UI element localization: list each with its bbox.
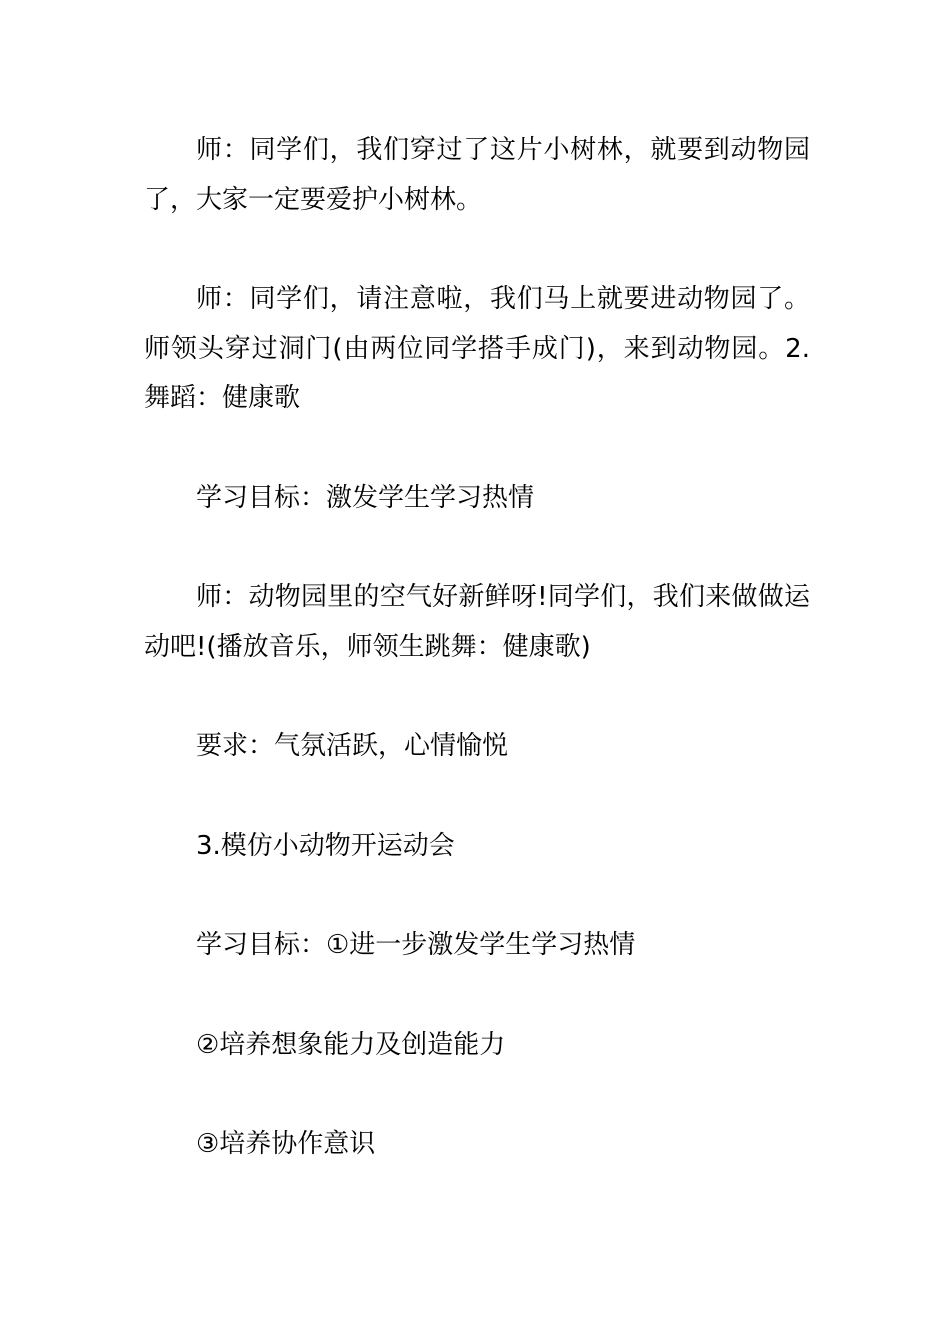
- document-body: [144, 126, 810, 1220]
- paragraph-section-3-heading: 3.模仿小动物开运动会: [196, 830, 455, 861]
- paragraph-teacher-forest: 师：同学们，我们穿过了这片小树林，就要到动物园了，大家一定要爱护小树林。: [144, 135, 810, 215]
- paragraph-teacher-exercise: 师：动物园里的空气好新鲜呀!同学们，我们来做做运动吧!(播放音乐，师领生跳舞：健康歌): [144, 582, 810, 662]
- paragraph-requirement: 要求：气氛活跃，心情愉悦: [196, 731, 509, 761]
- paragraph-goal-cooperation: ③培养协作意识: [196, 1129, 376, 1159]
- paragraph-learning-goal-1: 学习目标：激发学生学习热情: [196, 482, 535, 513]
- paragraph-learning-goal-2: 学习目标：①进一步激发学生学习热情: [196, 930, 636, 960]
- paragraph-teacher-zoo-entrance: 师：同学们，请注意啦，我们马上就要进动物园了。师领头穿过洞门(由两位同学搭手成门)，来到动物园。2.舞蹈：健康歌: [144, 284, 810, 413]
- paragraph-goal-imagination: ②培养想象能力及创造能力: [196, 1029, 506, 1060]
